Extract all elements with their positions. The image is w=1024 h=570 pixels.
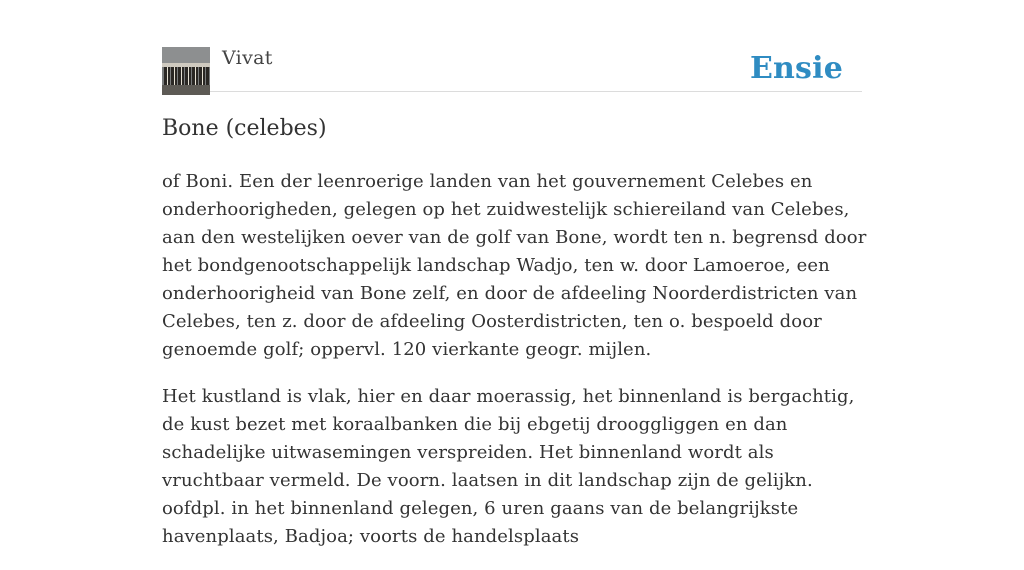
article-paragraph-1: of Boni. Een der leenroerige landen van het gouvernement Celebes en onderhoorigheden, gelegen op het zuidwestelijk schiereiland van Celebes, aan den westelijken oever van de golf van Bone, wordt ten n. begrensd door het bondgenootschappelijk landschap Wadjo, ten w. door Lamoeroe, een onderhoorigheid van Bone zelf, en door de afdeeling Noorderdistricten van Celebes, ten z. door de afdeeling Oosterdistricten, ten o. bespoeld door genoemde golf; oppervl. 120 vierkante geogr. mijlen. xyxy=(162,171,867,360)
author-name[interactable]: Vivat xyxy=(222,47,273,69)
author-avatar[interactable] xyxy=(162,47,210,95)
article-title: Bone (celebes) xyxy=(162,116,327,141)
article-paragraph-2: Het kustland is vlak, hier en daar moerassig, het binnenland is bergachtig, de kust bezet met koraalbanken die bij ebgetij drooggliggen en dan schadelijke uitwasemingen verspreiden. Het binnenland wordt als vruchtbaar vermeld. De voorn. laatsen in dit landschap zijn de gelijkn. oofdpl. in het binnenland gelegen, 6 uren gaans van de belangrijkste havenplaats, Badjoa; voorts de handelsplaats xyxy=(162,386,855,547)
bookshelf-avatar-image xyxy=(162,47,210,95)
article-body xyxy=(162,168,867,570)
site-header xyxy=(162,47,862,92)
brand-logo[interactable]: Ensie xyxy=(749,51,843,86)
